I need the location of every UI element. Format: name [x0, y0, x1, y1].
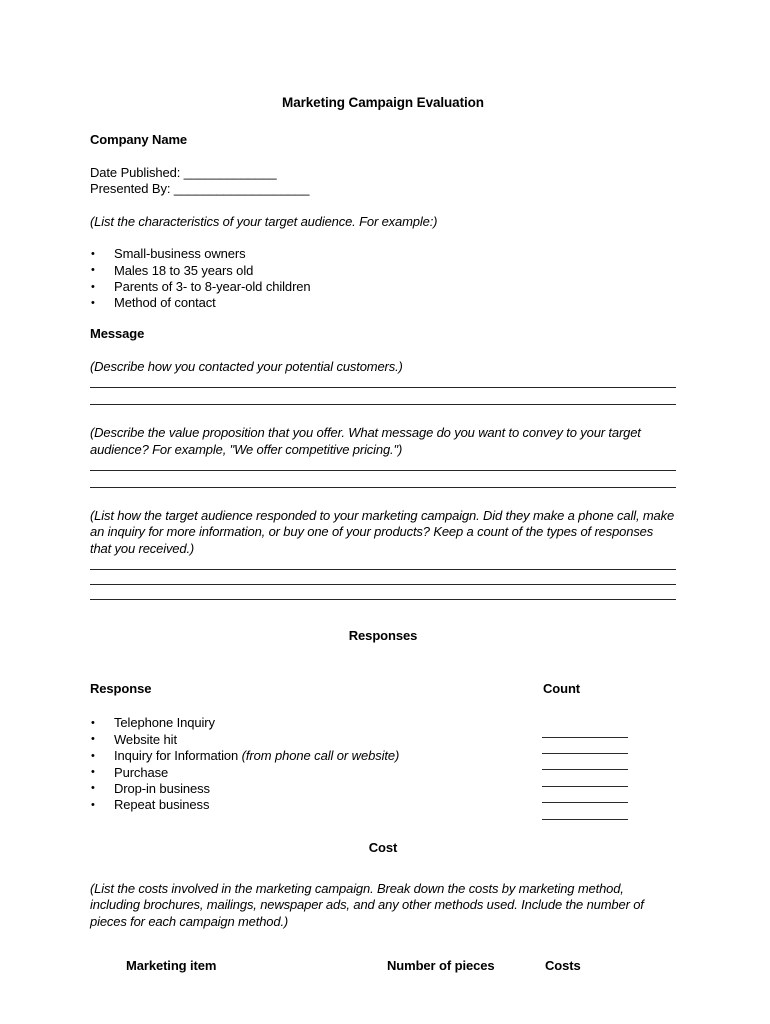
responses-table-header	[90, 681, 676, 699]
column-header-marketing-item: Marketing item	[126, 957, 217, 973]
presented-by-label: Presented By:	[90, 181, 174, 197]
response-label: Purchase	[114, 764, 169, 780]
target-audience-note: (List the characteristics of your target audience. For example:)	[90, 213, 438, 229]
list-item	[90, 246, 676, 262]
count-blank-field[interactable]	[542, 806, 632, 822]
cost-heading: Cost	[368, 839, 398, 855]
list-item	[90, 263, 676, 279]
count-blank-field[interactable]	[542, 741, 632, 757]
count-blanks-column	[542, 724, 632, 822]
responses-table-body	[90, 715, 676, 813]
response-label: Repeat business	[114, 797, 210, 813]
list-item	[90, 295, 676, 311]
date-published-blank[interactable]: _____________	[183, 165, 277, 180]
response-label: Telephone Inquiry	[114, 715, 215, 731]
company-name-heading: Company Name	[90, 132, 188, 147]
cost-note: (List the costs involved in the marketing campaign. Break down the costs by marketing method, including brochures, mailings, newspaper ads, and any other methods used. Include the number of pieces for each campaign method.)	[90, 880, 644, 929]
count-blank-field[interactable]	[542, 724, 632, 740]
contact-note: (Describe how you contacted your potential customers.)	[90, 358, 403, 374]
response-label: Drop-in business	[114, 780, 210, 796]
column-header-count: Count	[543, 681, 581, 697]
presented-by-line	[90, 181, 676, 197]
list-item-label: Small-business owners	[114, 246, 246, 262]
list-item-label: Method of contact	[114, 295, 216, 311]
cost-table-header	[90, 958, 676, 976]
response-label: Inquiry for Information	[114, 748, 242, 764]
message-heading: Message	[90, 325, 145, 341]
date-published-label: Date Published:	[90, 165, 184, 180]
count-blank-field[interactable]	[542, 773, 632, 789]
count-blank-field[interactable]	[542, 790, 632, 806]
presented-by-blank[interactable]: ___________________	[173, 181, 310, 197]
response-label: Website hit	[114, 731, 177, 747]
column-header-number-of-pieces: Number of pieces	[387, 957, 495, 973]
response-note: (from phone call or website)	[241, 748, 400, 764]
column-header-costs: Costs	[545, 957, 581, 973]
document-content	[90, 0, 676, 976]
responses-heading: Responses	[348, 628, 418, 644]
count-blank-field[interactable]	[542, 757, 632, 773]
page-title: Marketing Campaign Evaluation	[282, 95, 484, 110]
responded-note: (List how the target audience responded to your marketing campaign. Did they make a phone call, make an inquiry for more information, or buy one of your products? Keep a count of the types of responses that you received.)	[90, 508, 675, 556]
column-header-response: Response	[90, 681, 152, 697]
list-item-label: Males 18 to 35 years old	[114, 262, 254, 278]
target-audience-list	[90, 246, 676, 312]
list-item-label: Parents of 3- to 8-year-old children	[114, 279, 311, 295]
list-item	[90, 279, 676, 295]
date-published-line	[90, 165, 676, 181]
value-proposition-note: (Describe the value proposition that you offer. What message do you want to convey to your target audience? For example, "We offer competitive pricing.")	[90, 425, 641, 457]
